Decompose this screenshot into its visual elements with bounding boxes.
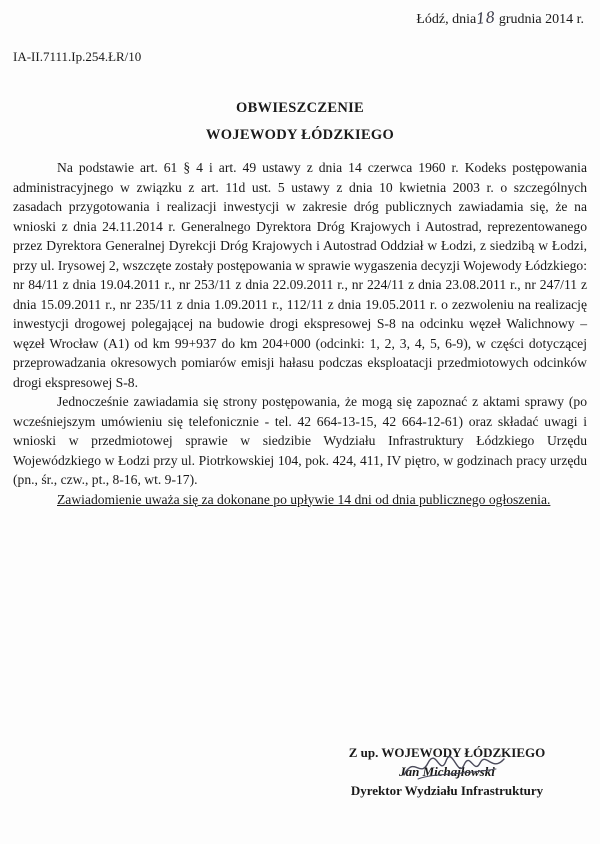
document-title	[0, 95, 600, 149]
place-and-date	[416, 9, 584, 28]
body-paragraph-2: Jednocześnie zawiadamia się strony postępowania, że mogą się zapoznać z aktami sprawy (po wcześniejszym umówieniu się telefonicznie - tel. 42 664-13-15, 42 664-12-61) oraz składać uwagi i wnioski w przedmiotowej sprawie w siedzibie Wydziału Infrastruktury Łódzkiego Urzędu Wojewódzkiego w Łodzi przy ul. Piotrkowskiej 104, pok. 424, 411, IV piętro, w godzinach pracy urzędu (pn., śr., czw., pt., 8-16, wt. 9-17).	[13, 394, 587, 487]
place-date-suffix: grudnia 2014 r.	[498, 12, 584, 27]
signatory-name: Jan Michajłowski	[399, 764, 495, 779]
handwritten-signature	[400, 749, 510, 785]
case-reference: IA-II.7111.Ip.254.ŁR/10	[13, 49, 142, 64]
title-line-2: WOJEWODY ŁÓDZKIEGO	[205, 127, 395, 143]
handwritten-day: 18	[475, 8, 497, 28]
signature-on-behalf: Z up. WOJEWODY ŁÓDZKIEGO	[348, 745, 546, 760]
signature-block	[322, 743, 572, 800]
title-line-1: OBWIESZCZENIE	[236, 100, 364, 116]
document-body	[13, 158, 587, 509]
body-paragraph-1: Na podstawie art. 61 § 4 i art. 49 ustawy z dnia 14 czerwca 1960 r. Kodeks postępowania administracyjnego w związku z art. 11d ust. 5 ustawy z dnia 10 kwietnia 2003 r. o szczególnych zasadach przygotowania i realizacji inwestycji w zakresie dróg publicznych zawiadamia się, że na wnioski z dnia 24.11.2014 r. Generalnego Dyrektora Dróg Krajowych i Autostrad, reprezentowanego przez Dyrektora Generalnej Dyrekcji Dróg Krajowych i Autostrad Oddział w Łodzi, z siedzibą w Łodzi, przy ul. Irysowej 2, wszczęte zostały postępowania w sprawie wygaszenia decyzji Wojewody Łódzkiego: nr 84/11 z dnia 19.04.2011 r., nr 253/11 z dnia 22.09.2011 r., nr 224/11 z dnia 23.08.2011 r., nr 247/11 z dnia 15.09.2011 r., nr 235/11 z dnia 1.09.2011 r., 112/11 z dnia 19.05.2011 r. o zezwoleniu na realizację inwestycji drogowej polegającej na budowie drogi ekspresowej S-8 na odcinku węzeł Walichnowy – węzeł Wrocław (A1) od km 99+937 do km 204+000 (odcinki: 1, 2, 3, 4, 5, 6-9), w części dotyczącej przeprowadzania okresowych pomiarów emisji hałasu podczas eksploatacji przedmiotowych odcinków drogi ekspresowej S-8.	[13, 160, 587, 390]
place-date-prefix: Łódź, dnia	[416, 12, 477, 27]
signatory-position: Dyrektor Wydziału Infrastruktury	[350, 783, 544, 798]
body-paragraph-closing: Zawiadomienie uważa się za dokonane po upływie 14 dni od dnia publicznego ogłoszenia.	[57, 491, 551, 507]
